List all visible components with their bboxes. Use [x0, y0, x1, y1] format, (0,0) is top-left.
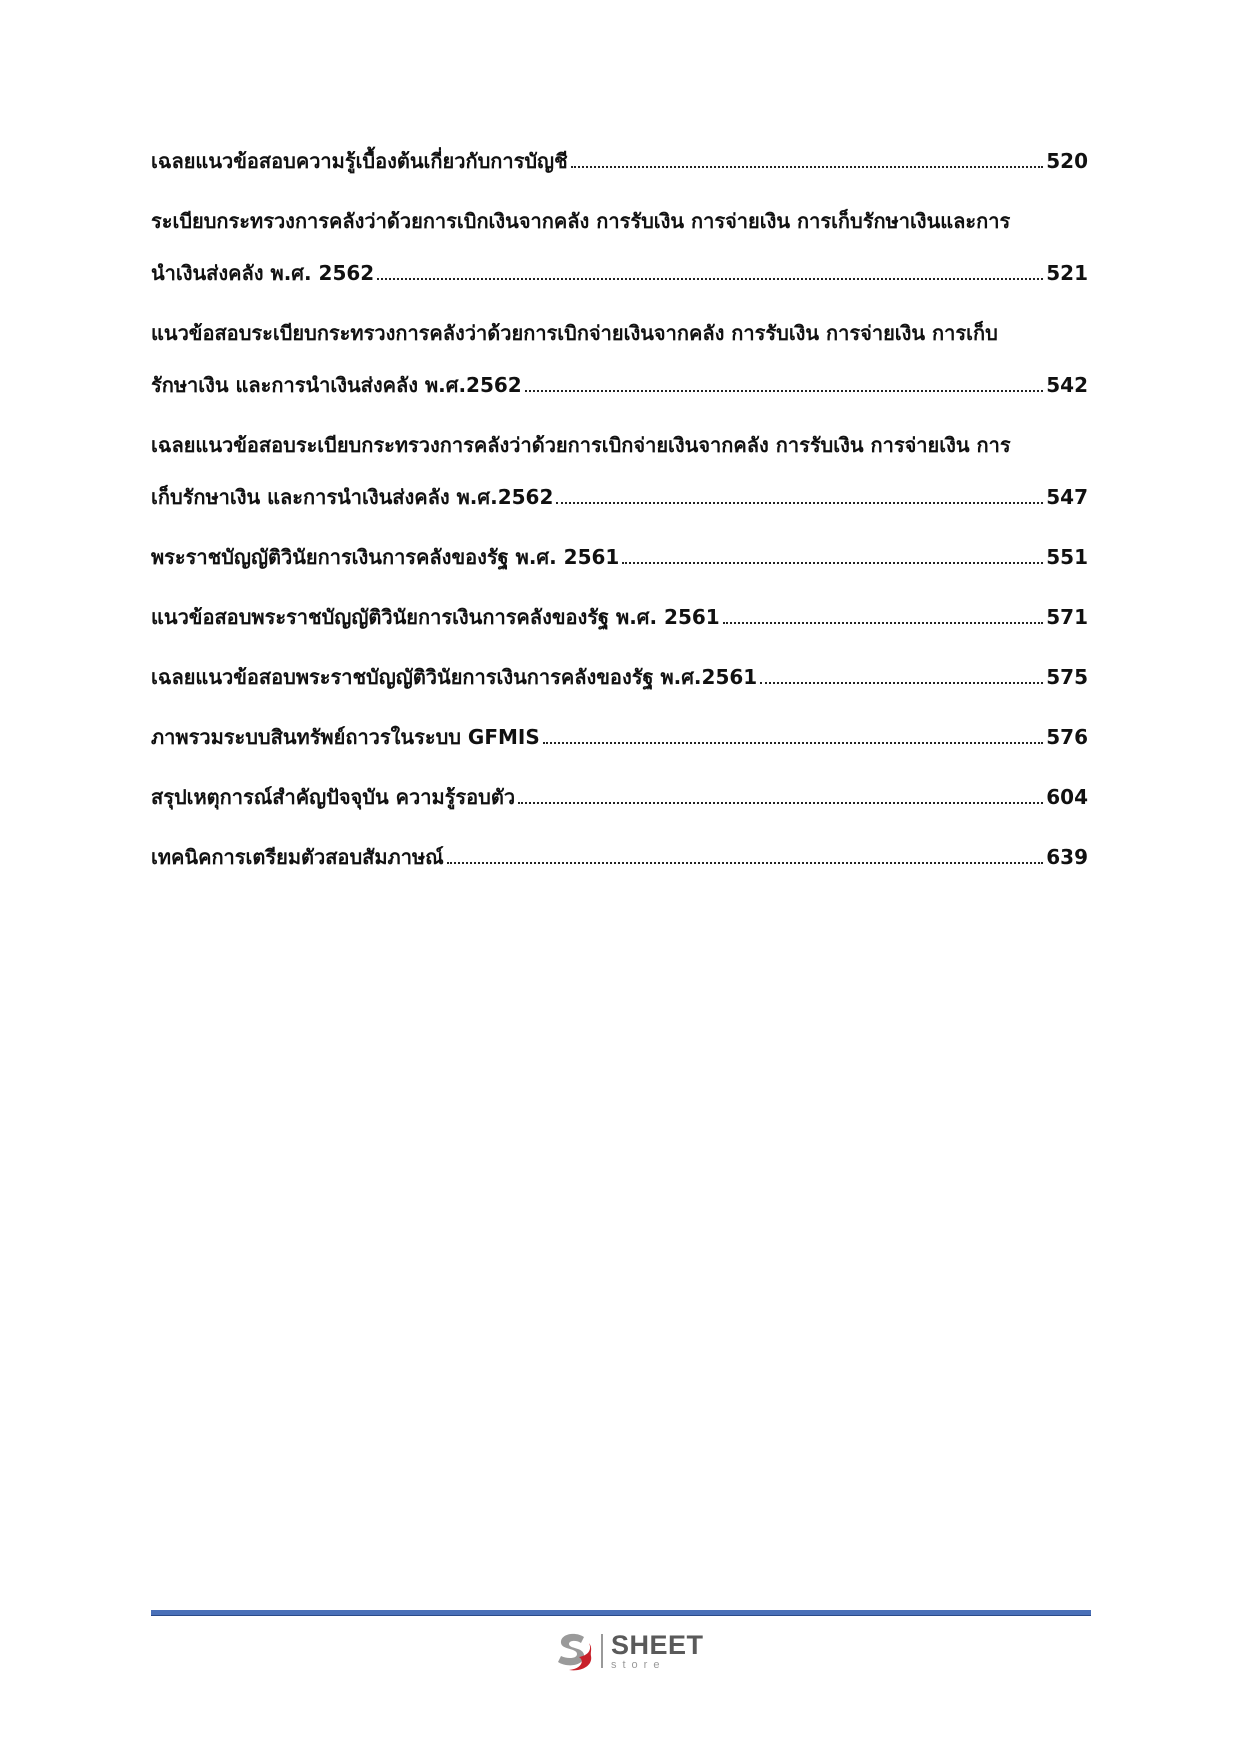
toc-entry-last-line	[151, 846, 1088, 868]
toc-entry-title: รักษาเงิน และการนำเงินส่งคลัง พ.ศ.2562	[151, 373, 522, 397]
toc-page-number: 604	[1046, 785, 1088, 809]
toc-entry[interactable]	[151, 434, 1088, 508]
toc-page-number: 547	[1046, 485, 1088, 509]
toc-entry-last-line	[151, 374, 1088, 396]
dot-leader	[723, 622, 1044, 624]
toc-page-number: 520	[1046, 149, 1088, 173]
dot-leader	[543, 742, 1044, 744]
toc-entry-last-line	[151, 262, 1088, 284]
toc-entry-last-line	[151, 726, 1088, 748]
sheet-store-logo	[551, 1628, 704, 1674]
toc-entry-last-line	[151, 786, 1088, 808]
dot-leader	[556, 502, 1043, 504]
table-of-contents	[151, 150, 1088, 906]
toc-entry-last-line	[151, 150, 1088, 172]
toc-entry-title-line: แนวข้อสอบระเบียบกระทรวงการคลังว่าด้วยการเบิกจ่ายเงินจากคลัง การรับเงิน การจ่ายเงิน การเก็บ	[151, 321, 998, 345]
toc-page-number: 639	[1046, 845, 1088, 869]
logo-separator	[601, 1634, 603, 1668]
dot-leader	[622, 562, 1043, 564]
toc-entry-title: เก็บรักษาเงิน และการนำเงินส่งคลัง พ.ศ.2562	[151, 485, 554, 509]
toc-entry-title: ภาพรวมระบบสินทรัพย์ถาวรในระบบ GFMIS	[151, 725, 540, 749]
dot-leader	[377, 278, 1043, 280]
toc-entry[interactable]	[151, 786, 1088, 808]
toc-page-number: 542	[1046, 373, 1088, 397]
dot-leader	[525, 390, 1044, 392]
footer-rule	[151, 1610, 1091, 1616]
toc-entry[interactable]	[151, 322, 1088, 396]
toc-page-number: 571	[1046, 605, 1088, 629]
dot-leader	[571, 166, 1044, 168]
toc-entry-title-line: ระเบียบกระทรวงการคลังว่าด้วยการเบิกเงินจากคลัง การรับเงิน การจ่ายเงิน การเก็บรักษาเงินและการ	[151, 209, 1011, 233]
toc-page-number: 576	[1046, 725, 1088, 749]
toc-entry-last-line	[151, 606, 1088, 628]
toc-entry[interactable]	[151, 726, 1088, 748]
toc-page-number: 575	[1046, 665, 1088, 689]
sheet-store-logo-icon	[551, 1628, 597, 1674]
dot-leader	[518, 802, 1043, 804]
toc-entry-title: พระราชบัญญัติวินัยการเงินการคลังของรัฐ พ.ศ. 2561	[151, 545, 620, 569]
logo-brand-text: SHEET	[611, 1629, 704, 1660]
toc-entry-title-line: เฉลยแนวข้อสอบระเบียบกระทรวงการคลังว่าด้วยการเบิกจ่ายเงินจากคลัง การรับเงิน การจ่ายเงิน การ	[151, 433, 1011, 457]
toc-entry-last-line	[151, 486, 1088, 508]
toc-entry[interactable]	[151, 210, 1088, 284]
toc-entry-title: นำเงินส่งคลัง พ.ศ. 2562	[151, 261, 375, 285]
toc-entry[interactable]	[151, 546, 1088, 568]
logo-wordmark	[611, 1629, 704, 1671]
toc-entry-title: เทคนิคการเตรียมตัวสอบสัมภาษณ์	[151, 845, 444, 869]
toc-entry-last-line	[151, 666, 1088, 688]
toc-entry[interactable]	[151, 606, 1088, 628]
dot-leader	[447, 862, 1044, 864]
toc-entry-title: เฉลยแนวข้อสอบพระราชบัญญัติวินัยการเงินการคลังของรัฐ พ.ศ.2561	[151, 665, 758, 689]
dot-leader	[760, 682, 1043, 684]
toc-entry[interactable]	[151, 846, 1088, 868]
toc-entry-title: สรุปเหตุการณ์สำคัญปัจจุบัน ความรู้รอบตัว	[151, 785, 516, 809]
logo-sub-text: store	[611, 1658, 666, 1671]
toc-entry[interactable]	[151, 150, 1088, 172]
toc-entry-title: แนวข้อสอบพระราชบัญญัติวินัยการเงินการคลังของรัฐ พ.ศ. 2561	[151, 605, 720, 629]
toc-page-number: 521	[1046, 261, 1088, 285]
toc-page-number: 551	[1046, 545, 1088, 569]
toc-entry-last-line	[151, 546, 1088, 568]
toc-entry-title: เฉลยแนวข้อสอบความรู้เบื้องต้นเกี่ยวกับการบัญชี	[151, 149, 568, 173]
toc-entry[interactable]	[151, 666, 1088, 688]
